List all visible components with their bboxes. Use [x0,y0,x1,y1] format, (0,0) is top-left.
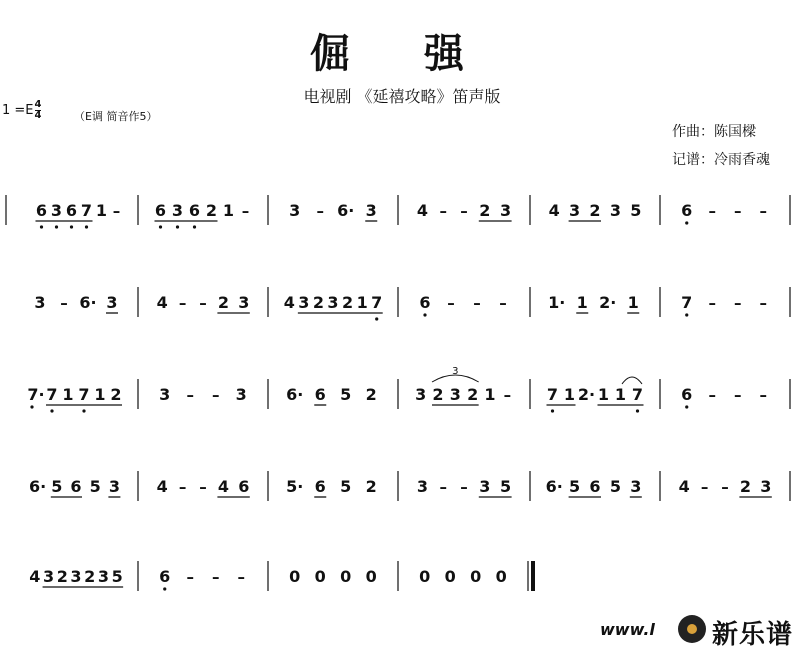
note: 2 [312,293,324,312]
note: 3 [106,293,118,312]
note: 2 [432,385,444,404]
note: 2 [365,477,377,496]
hold-dash: – [460,202,468,220]
record-disc-icon [678,615,706,643]
hold-dash: – [237,568,245,586]
note: 3 [479,477,491,496]
note: 1 [484,385,496,404]
note: 4 [156,293,168,312]
hold-dash: – [186,568,194,586]
low-octave-dot [55,225,58,228]
note: 2 [365,385,377,404]
hold-dash: – [759,386,767,404]
note: 0 [365,567,377,586]
note: 3 [289,201,301,220]
note: 5 [89,477,101,496]
composer-credit: 作曲：陈国樑 [672,124,756,140]
low-octave-dot [423,313,426,316]
note: 1 [222,201,235,220]
hold-dash: – [241,202,250,220]
note: 1 [614,385,627,404]
note: 0 [495,567,507,586]
note: 5 [51,477,63,496]
hold-dash: – [503,386,512,404]
note: 6 [159,567,171,586]
note: 0 [314,567,326,586]
hold-dash: – [460,478,468,496]
note: 5 [569,477,581,496]
note: 3 [34,293,46,312]
tie-slur [622,377,642,384]
low-octave-dot [85,225,88,228]
note: 6 [65,201,78,220]
note: 3 [449,385,461,404]
note: 3 [760,477,772,496]
low-octave-dot [685,313,688,316]
note: 7 [681,293,693,312]
time-sig-bottom: 4 [34,110,42,121]
note: 5 [609,477,621,496]
note: 2 [589,201,601,220]
note: 3 [298,293,310,312]
song-title: 倔 强 [310,31,494,77]
note: 6 [419,293,431,312]
note: 3 [630,477,642,496]
low-octave-dot [70,225,73,228]
note: 4 [678,477,690,496]
low-octave-dot [375,317,378,320]
note: 3 [327,293,339,312]
note: 1 [563,385,576,404]
note: 3 [235,385,247,404]
note: 6· [28,477,47,496]
note: 2 [110,385,122,404]
note: 3 [171,201,184,220]
note: 3 [159,385,171,404]
hold-dash: – [734,386,742,404]
note: 3 [365,201,377,220]
note: 5· [286,477,304,496]
note: 3 [609,201,621,220]
note: 4 [29,567,41,586]
hold-dash: – [199,478,207,496]
note: 6 [681,385,693,404]
note: 2· [599,293,617,312]
note: 6 [238,477,250,496]
note: 3 [569,201,581,220]
low-octave-dot [159,225,162,228]
note: 6 [589,477,601,496]
note: 1 [94,385,106,404]
note: 4 [217,477,229,496]
note: 1 [95,201,108,220]
note: 6· [545,477,563,496]
hold-dash: – [447,294,455,312]
note: 2· [577,385,596,404]
hold-dash: – [721,478,729,496]
hold-dash: – [112,202,121,220]
hold-dash: – [212,386,220,404]
note: 6 [154,201,167,220]
note: 6 [314,385,326,404]
hold-dash: – [199,294,207,312]
note: 1 [62,385,74,404]
triplet-mark: 3 [452,366,459,377]
note: 6· [286,385,304,404]
note: 7 [80,201,93,220]
note: 4 [156,477,168,496]
note: 3 [415,385,427,404]
note: 6 [35,201,48,220]
note: 4 [283,293,295,312]
note: 5 [340,477,352,496]
note: 5 [340,385,352,404]
hold-dash: – [499,294,507,312]
hold-dash: – [734,294,742,312]
hold-dash: – [178,478,187,496]
note: 3 [238,293,250,312]
low-octave-dot [50,409,53,412]
note: 3 [416,477,428,496]
low-octave-dot [40,225,43,228]
hold-dash: – [316,202,324,220]
hold-dash: – [708,294,716,312]
note: 1 [597,385,610,404]
hold-dash: – [212,568,220,586]
low-octave-dot [30,405,33,408]
note: 2 [84,567,96,586]
hold-dash: – [759,202,767,220]
note: 4 [548,201,560,220]
note: 5 [111,567,123,586]
hold-dash: – [186,386,194,404]
note: 0 [289,567,301,586]
note: 3 [50,201,63,220]
hold-dash: – [439,202,447,220]
note: 7· [27,385,45,404]
note: 1· [548,293,566,312]
low-octave-dot [685,221,688,224]
note: 2 [739,477,751,496]
hold-dash: – [700,478,709,496]
watermark-brand[interactable]: 新乐谱 [712,620,794,650]
transcriber-credit: 记谱：冷雨香魂 [672,152,770,168]
key-note: （E调 简音作5） [74,110,158,123]
note: 6 [188,201,201,220]
hold-dash: – [439,478,447,496]
note: 3 [500,201,512,220]
note: 2 [479,201,491,220]
note: 7 [46,385,58,404]
note: 1 [576,293,588,312]
low-octave-dot [636,409,639,412]
note: 5 [630,201,642,220]
note: 3 [70,567,82,586]
note: 7 [371,293,383,312]
hold-dash: – [734,202,742,220]
note: 5 [500,477,512,496]
note: 3 [97,567,109,586]
note: 3 [43,567,55,586]
note: 2 [217,293,229,312]
note: 1 [627,293,639,312]
hold-dash: – [473,294,481,312]
note: 6· [79,293,97,312]
low-octave-dot [176,225,179,228]
note: 6 [314,477,326,496]
note: 6 [70,477,82,496]
low-octave-dot [163,587,166,590]
hold-dash: – [759,294,767,312]
hold-dash: – [60,294,68,312]
low-octave-dot [551,409,554,412]
watermark-www: www.l [600,620,655,639]
note: 4 [416,201,428,220]
note: 6 [681,201,693,220]
note: 2 [342,293,354,312]
time-sig-top: 4 [34,99,42,110]
song-subtitle: 电视剧 《延禧攻略》笛声版 [303,87,501,106]
note: 7 [631,385,644,404]
note: 0 [470,567,482,586]
hold-dash: – [708,202,716,220]
low-octave-dot [193,225,196,228]
key-prefix: 1 =E [2,103,34,118]
hold-dash: – [178,294,187,312]
note: 1 [356,293,368,312]
note: 0 [419,567,431,586]
note: 0 [444,567,456,586]
low-octave-dot [82,409,85,412]
note: 0 [340,567,352,586]
note: 2 [467,385,479,404]
low-octave-dot [685,405,688,408]
note: 2 [205,201,218,220]
note: 2 [56,567,68,586]
note: 6· [337,201,355,220]
note: 7 [546,385,559,404]
note: 7 [78,385,90,404]
hold-dash: – [708,386,716,404]
note: 3 [108,477,120,496]
